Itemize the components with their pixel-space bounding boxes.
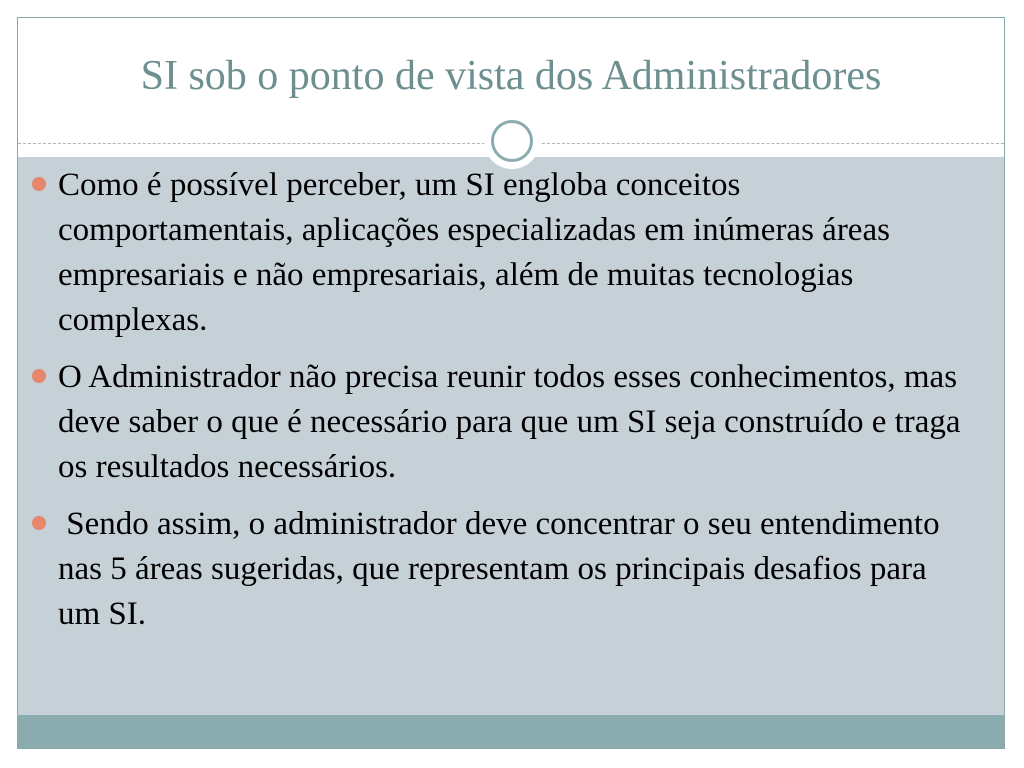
bullet-text: Sendo assim, o administrador deve concentrar o seu entendimento nas 5 áreas sugeridas, que representam os principais desafios para um SI. (58, 506, 948, 632)
bullet-dot-icon (32, 369, 46, 383)
bullet-dot-icon (32, 177, 46, 191)
circle-ornament-icon (484, 113, 540, 169)
bullet-text: O Administrador não precisa reunir todos esses conhecimentos, mas deve saber o que é necessário para que um SI seja construído e traga os resultados necessários. (58, 359, 969, 485)
circle-ring-icon (491, 120, 533, 162)
bullet-item (30, 355, 969, 490)
bullet-item (30, 163, 965, 343)
bullet-item (30, 502, 965, 637)
slide-title: SI sob o ponto de vista dos Administradores (140, 53, 882, 99)
footer-band (18, 715, 1004, 749)
bullet-dot-icon (32, 516, 46, 530)
bullet-text: Como é possível perceber, um SI engloba conceitos comportamentais, aplicações especializadas em inúmeras áreas empresariais e não empresariais, além de muitas tecnologias complexas. (58, 167, 899, 338)
bullet-list (30, 163, 969, 649)
